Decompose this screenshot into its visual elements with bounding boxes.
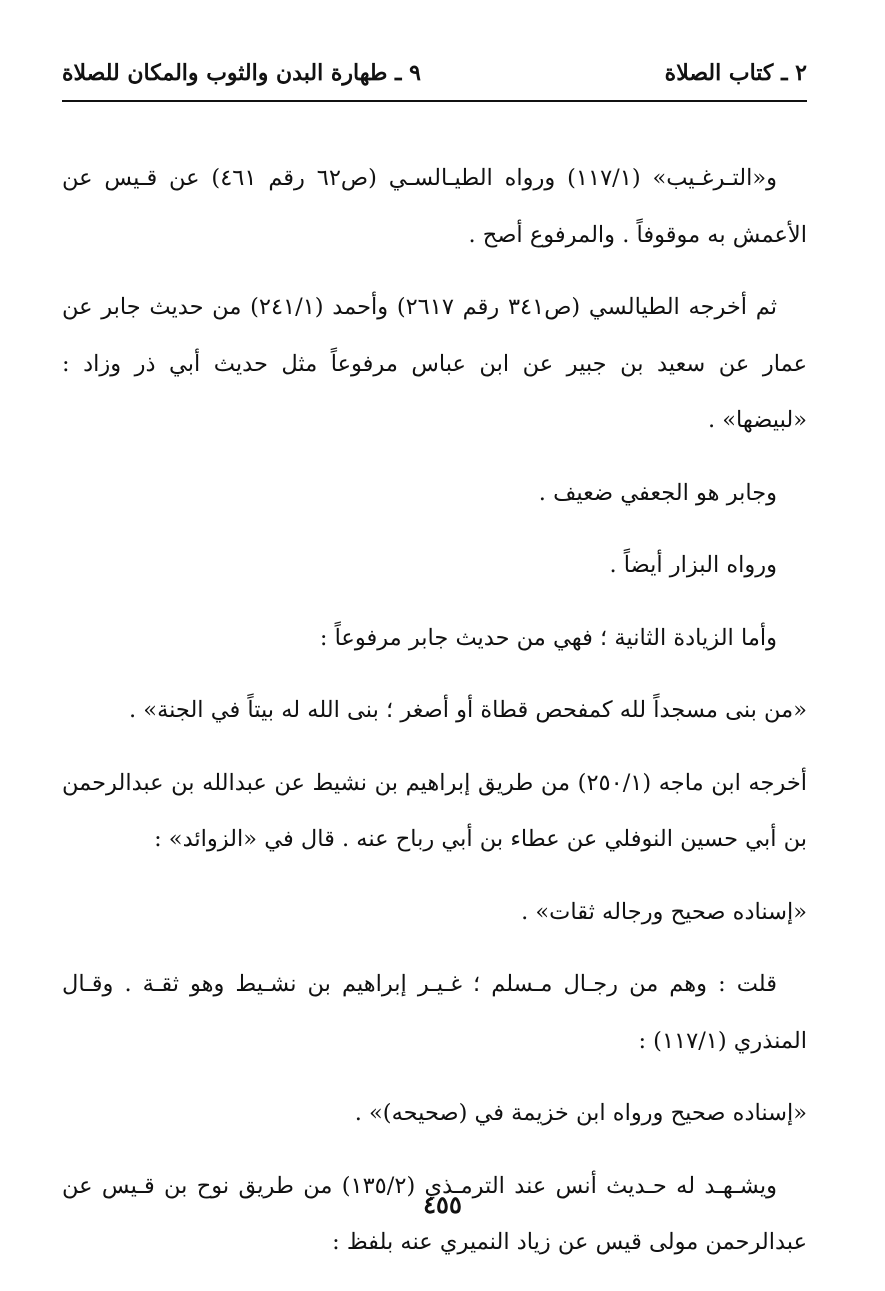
paragraph: ويشـهـد له حـديث أنس عند الترمـذي (١٣٥/٢) من طريق نوح بن قـيس عن عبدالرحمن مولى قيس عن زياد النميري عنه بلفظ :	[62, 1172, 807, 1255]
hadith-quote: «من بنى مسجداً لله كمفحص قطاة أو أصغر ؛ بنى الله له بيتاً في الجنة» .	[129, 697, 807, 723]
paragraph: قلت : وهم من رجـال مـسلم ؛ غـيـر إبراهيم بن نشـيط وهو ثقـة . وقـال المنذري (١١٧/١) :	[62, 971, 807, 1054]
quote: «إسناده صحيح ورواه ابن خزيمة في (صحيحه)» .	[354, 1100, 807, 1126]
section-title: ٩ ـ طهارة البدن والثوب والمكان للصلاة	[62, 60, 421, 86]
paragraph: وأما الزيادة الثانية ؛ فهي من حديث جابر مرفوعاً :	[319, 624, 777, 651]
quote: «إسناده صحيح ورجاله ثقات» .	[521, 898, 807, 925]
paragraph: و«التـرغـيب» (١١٧/١) ورواه الطيـالسـي (ص٦٢ رقم ٤٦١) عن قـيس عن الأعمش به موقوفاً . والمرفوع أصح .	[62, 165, 807, 248]
paragraph: ورواه البزار أيضاً .	[609, 552, 777, 578]
header-divider	[62, 100, 807, 102]
paragraph: وجابر هو الجعفي ضعيف .	[538, 479, 777, 506]
paragraph: ثم أخرجه الطيالسي (ص٣٤١ رقم ٢٦١٧) وأحمد (٢٤١/١) من حديث جابر عن عمار عن سعيد بن جبير عن ابن عباس مرفوعاً مثل حديث أبي ذر وزاد : «لبيضها» .	[62, 294, 807, 433]
chapter-title: ٢ ـ كتاب الصلاة	[664, 60, 807, 86]
paragraph: أخرجه ابن ماجه (٢٥٠/١) من طريق إبراهيم بن نشيط عن عبدالله بن عبدالرحمن بن أبي حسين النوفلي عن عطاء بن أبي رباح عنه . قال في «الزوائد» :	[62, 769, 807, 852]
page-number: ٤٥٥	[423, 1190, 462, 1219]
page-body	[62, 150, 807, 1287]
running-header	[62, 50, 807, 96]
